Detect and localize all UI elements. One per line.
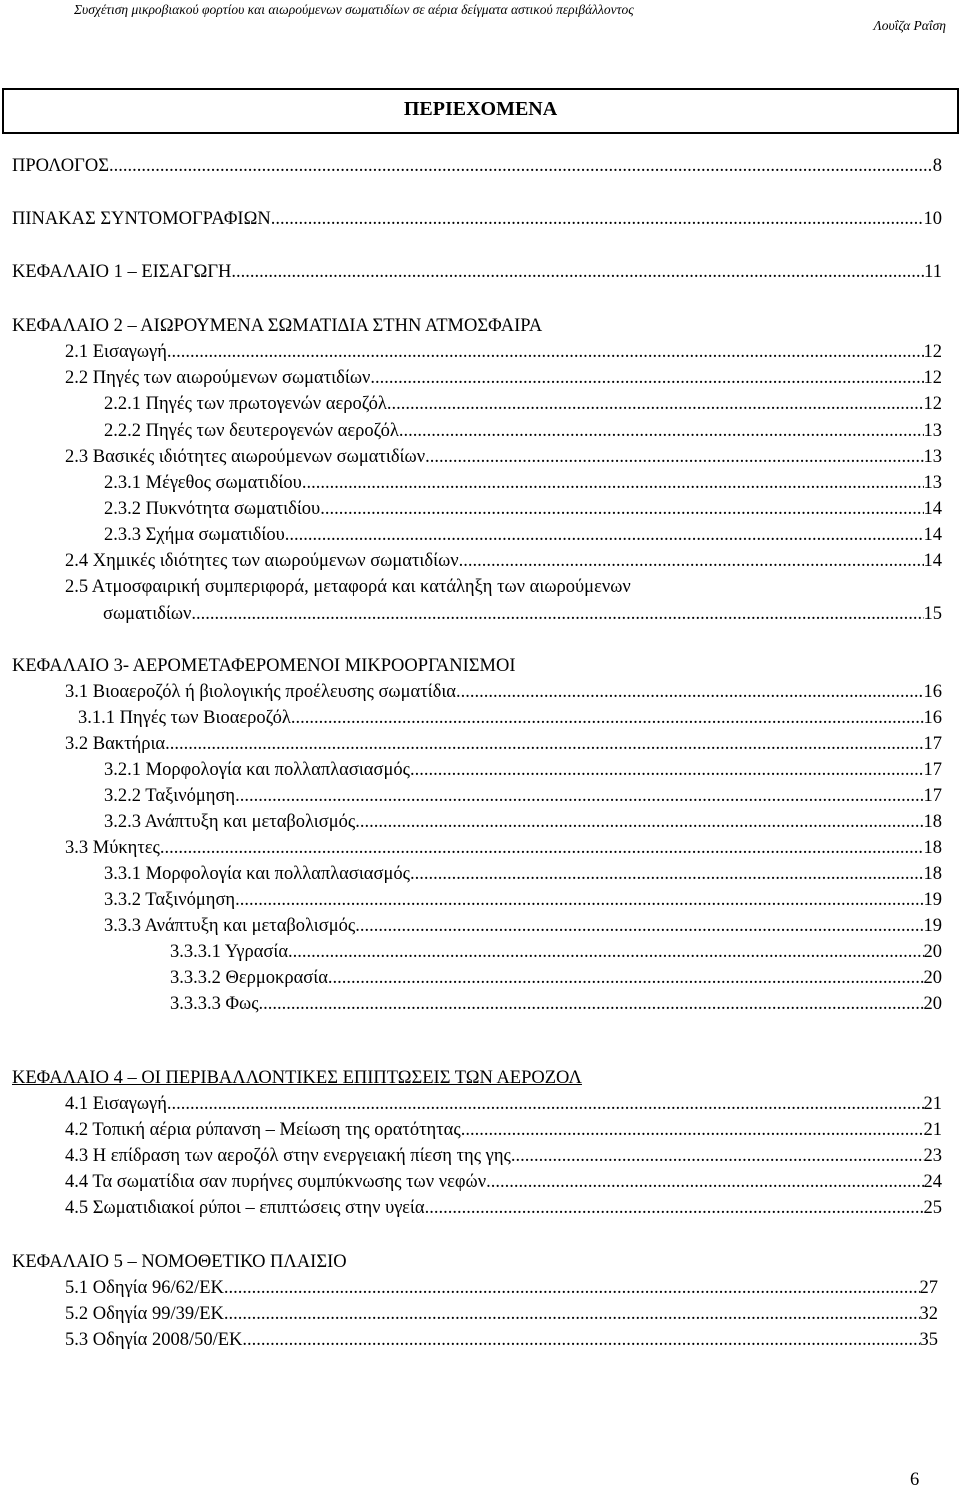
running-header-title: Συσχέτιση μικροβιακού φορτίου και αιωρούμενων σωματιδίων σε αέρια δείγματα αστικού περιβάλλοντος: [74, 2, 634, 17]
toc-entry: 4.2 Τοπική αέρια ρύπανση – Μείωση της ορατότητας ..... 21: [65, 1118, 942, 1143]
toc-entry: 5.3 Οδηγία 2008/50/ΕΚ ..... 35: [65, 1328, 938, 1353]
toc-chapter-5-heading: ΚΕΦΑΛΑΙΟ 5 – ΝΟΜΟΘΕΤΙΚΟ ΠΛΑΙΣΙΟ: [12, 1252, 347, 1272]
toc-entry-wrapped-line: 2.5 Ατμοσφαιρική συμπεριφορά, μεταφορά και κατάληξη των αιωρούμενων: [65, 577, 631, 597]
toc-entry-chapter-1: ΚΕΦΑΛΑΙΟ 1 – ΕΙΣΑΓΩΓΗ ..... 11: [12, 260, 942, 285]
toc-entry: σωματιδίων ..... 15: [103, 602, 942, 627]
toc-entry: 2.1 Εισαγωγή ..... 12: [65, 340, 942, 365]
page-number: 6: [910, 1470, 920, 1490]
toc-entry: 3.2.3 Ανάπτυξη και μεταβολισμός ..... 18: [104, 810, 942, 835]
toc-entry: 4.4 Τα σωματίδια σαν πυρήνες συμπύκνωσης των νεφών ..... 24: [65, 1170, 942, 1195]
toc-entry: 3.2.1 Μορφολογία και πολλαπλασιασμός ..... 17: [104, 758, 942, 783]
toc-entry: 3.3.3.1 Υγρασία ..... 20: [170, 940, 942, 965]
toc-entry: 5.2 Οδηγία 99/39/ΕΚ ..... 32: [65, 1302, 938, 1327]
toc-entry: 4.3 Η επίδραση των αεροζόλ στην ενεργειακή πίεση της γης ..... 23: [65, 1144, 942, 1169]
toc-entry: 2.3.2 Πυκνότητα σωματιδίου ..... 14: [104, 497, 942, 522]
toc-entry: 3.3 Μύκητες ..... 18: [65, 836, 942, 861]
toc-entry: 2.3.3 Σχήμα σωματιδίου ..... 14: [104, 523, 942, 548]
toc-entry: 2.3 Βασικές ιδιότητες αιωρούμενων σωματιδίων ..... 13: [65, 445, 942, 470]
toc-entry: 2.4 Χημικές ιδιότητες των αιωρούμενων σωματιδίων ..... 14: [65, 549, 942, 574]
page-title: ΠΕΡΙΕΧΟΜΕΝΑ: [403, 98, 558, 120]
toc-entry-prologos: ΠΡΟΛΟΓΟΣ ..... 8: [12, 154, 942, 179]
toc-entry: 2.2.2 Πηγές των δευτερογενών αεροζόλ ..... 13: [104, 419, 942, 444]
running-header-author: Λουΐζα Ραΐση: [873, 18, 946, 33]
toc-chapter-2-heading: ΚΕΦΑΛΑΙΟ 2 – ΑΙΩΡΟΥΜΕΝΑ ΣΩΜΑΤΙΔΙΑ ΣΤΗΝ ΑΤΜΟΣΦΑΙΡΑ: [12, 316, 543, 336]
toc-entry: 3.2 Βακτήρια ..... 17: [65, 732, 942, 757]
toc-entry: 3.3.1 Μορφολογία και πολλαπλασιασμός ..... 18: [104, 862, 942, 887]
toc-chapter-3-heading: ΚΕΦΑΛΑΙΟ 3- ΑΕΡΟΜΕΤΑΦΕΡΟΜΕΝΟΙ ΜΙΚΡΟΟΡΓΑΝΙΣΜΟΙ: [12, 656, 516, 676]
toc-entry: 5.1 Οδηγία 96/62/ΕΚ ..... 27: [65, 1276, 938, 1301]
toc-entry: 3.3.3 Ανάπτυξη και μεταβολισμός ..... 19: [104, 914, 942, 939]
title-box: [2, 88, 959, 134]
toc-entry: 2.2 Πηγές των αιωρούμενων σωματιδίων ..... 12: [65, 366, 942, 391]
toc-entry: 4.1 Εισαγωγή ..... 21: [65, 1092, 942, 1117]
toc-entry: 2.3.1 Μέγεθος σωματιδίου ..... 13: [104, 471, 942, 496]
toc-entry: 3.3.3.3 Φως ..... 20: [170, 992, 942, 1017]
toc-entry: 3.1 Βιοαεροζόλ ή βιολογικής προέλευσης σωματίδια ..... 16: [65, 680, 942, 705]
toc-entry-abbreviations: ΠΙΝΑΚΑΣ ΣΥΝΤΟΜΟΓΡΑΦΙΩΝ ..... 10: [12, 207, 942, 232]
toc-entry: 3.3.3.2 Θερμοκρασία ..... 20: [170, 966, 942, 991]
toc-entry: 3.3.2 Ταξινόμηση ..... 19: [104, 888, 942, 913]
toc-entry: 2.2.1 Πηγές των πρωτογενών αεροζόλ ..... 12: [104, 392, 942, 417]
toc-entry: 4.5 Σωματιδιακοί ρύποι – επιπτώσεις στην υγεία ..... 25: [65, 1196, 942, 1221]
toc-entry: 3.1.1 Πηγές των Βιοαεροζόλ ..... 16: [78, 706, 942, 731]
toc-chapter-4-heading: ΚΕΦΑΛΑΙΟ 4 – ΟΙ ΠΕΡΙΒΑΛΛΟΝΤΙΚΕΣ ΕΠΙΠΤΩΣΕΙΣ ΤΩΝ ΑΕΡΟΖΟΛ: [12, 1068, 582, 1088]
toc-entry: 3.2.2 Ταξινόμηση ..... 17: [104, 784, 942, 809]
